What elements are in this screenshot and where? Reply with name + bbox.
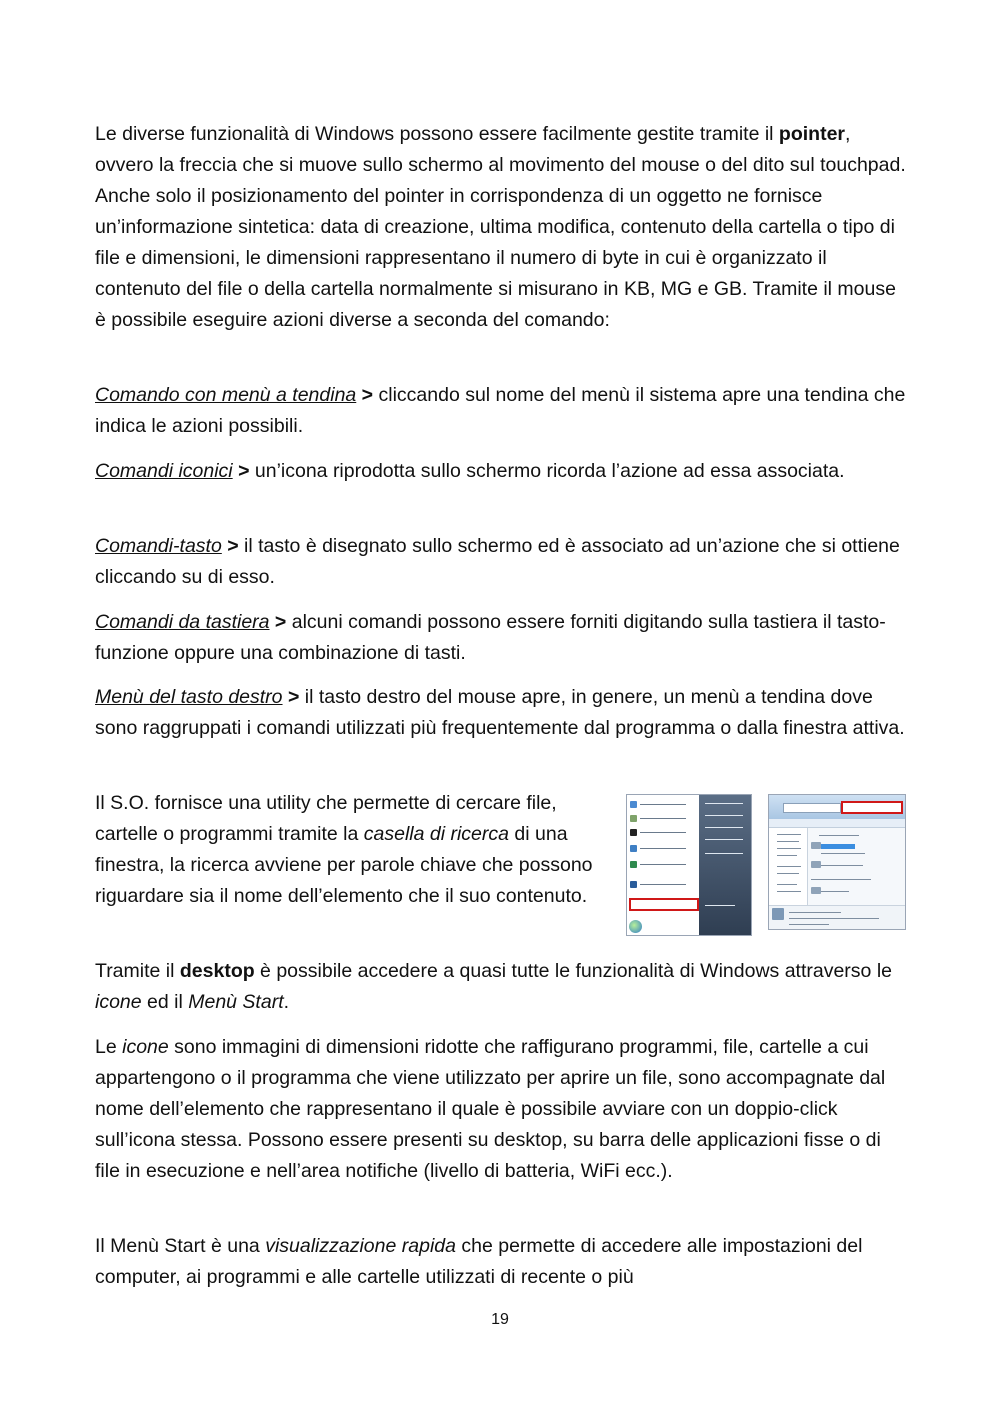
command-item xyxy=(95,380,907,442)
start-menu-right-pane xyxy=(699,795,751,935)
explorer-address-bar xyxy=(783,803,841,813)
command-term: Comandi iconici xyxy=(95,460,233,482)
desktop-term: desktop xyxy=(179,960,255,982)
command-arrow: > xyxy=(356,384,374,406)
search-text-2: di una finestra, la ricerca avviene per parole chiave che possono riguardare sia il nome dell’elemento che il suo contenuto. xyxy=(95,823,593,907)
start-orb-icon xyxy=(629,920,642,933)
search-box-term: casella di ricerca xyxy=(363,823,509,845)
command-arrow: > xyxy=(269,611,287,633)
page-number: 19 xyxy=(491,1311,509,1328)
start-menu-program-list xyxy=(627,795,699,935)
command-description: il tasto è disegnato sullo schermo ed è associato ad un’azione che si ottiene cliccando su di esso. xyxy=(95,535,900,588)
explorer-details-pane xyxy=(769,905,905,930)
start-menu-screenshot-icon xyxy=(626,794,752,936)
command-term: Comandi-tasto xyxy=(95,535,222,557)
computer-icon xyxy=(772,908,784,920)
desktop-text-2: è possibile accedere a quasi tutte le funzionalità di Windows attraverso le xyxy=(254,960,892,982)
command-description: il tasto destro del mouse apre, in genere, un menù a tendina dove sono raggruppati i comandi utilizzati più frequentemente dal programma o dalla finestra attiva. xyxy=(95,686,905,739)
pointer-term: pointer xyxy=(778,123,846,145)
desktop-paragraph xyxy=(95,956,907,1018)
command-term: Comando con menù a tendina xyxy=(95,384,357,406)
intro-text-2: , ovvero la freccia che si muove sullo schermo al movimento del mouse o del dito sul touchpad. Anche solo il posizionamento del pointer in corrispondenza di un oggetto ne fornisce un’informazione sintetica: data di creazione, ultima modifica, contenuto della cartella o tipo di file e dimensioni, le dimensioni rappresentano il numero di byte in cui è organizzato il contenuto del file o della cartella normalmente si misurano in KB, MG e GB. Tramite il mouse è possibile eseguire azioni diverse a seconda del comando: xyxy=(95,123,906,331)
command-item xyxy=(95,531,907,593)
command-item xyxy=(95,456,907,487)
command-description: alcuni comandi possono essere forniti digitando sulla tastiera il tasto-funzione oppure una combinazione di tasti. xyxy=(95,611,886,664)
start-text-1: Il Menù Start è una xyxy=(95,1235,266,1257)
start-menu-term: Menù Start xyxy=(188,991,284,1013)
command-term: Comandi da tastiera xyxy=(95,611,270,633)
intro-paragraph xyxy=(95,119,907,336)
command-description: un’icona riprodotta sullo schermo ricorda l’azione ad essa associata. xyxy=(249,460,845,482)
explorer-search-box-highlight xyxy=(841,801,903,814)
intro-text-1: Le diverse funzionalità di Windows possono essere facilmente gestite tramite il xyxy=(95,123,779,145)
command-item xyxy=(95,682,907,744)
icons-term: icone xyxy=(122,1036,169,1058)
icons-paragraph xyxy=(95,1032,907,1187)
explorer-window-screenshot-icon xyxy=(768,794,906,930)
start-menu-paragraph xyxy=(95,1231,907,1293)
command-term: Menù del tasto destro xyxy=(95,686,283,708)
search-text-1: Il S.O. fornisce una utility che permette di cercare file, cartelle o programmi tramite la xyxy=(95,792,557,845)
icons-term: icone xyxy=(95,991,142,1013)
command-description: cliccando sul nome del menù il sistema apre una tendina che indica le azioni possibili. xyxy=(95,384,906,437)
explorer-toolbar xyxy=(769,819,905,828)
quick-view-term: visualizzazione rapida xyxy=(265,1235,456,1257)
command-item xyxy=(95,607,907,669)
start-text-2: che permette di accedere alle impostazioni del computer, ai programmi e alle cartelle utilizzati di recente o più xyxy=(95,1235,863,1288)
command-arrow: > xyxy=(282,686,300,708)
desktop-text-4: . xyxy=(283,991,290,1013)
search-paragraph xyxy=(95,788,615,912)
icons-text-2: sono immagini di dimensioni ridotte che raffigurano programmi, file, cartelle a cui appartengono o il programma che viene utilizzato per aprire un file, sono accompagnate dal nome dell’elemento che rappresentano il quale è possibile avviare con un doppio-click sull’icona stessa. Possono essere presenti su desktop, su barra delle applicazioni fisse o di file in esecuzione e nell’area notifiche (livello di batteria, WiFi ecc.). xyxy=(95,1036,886,1182)
explorer-disk-usage-bar xyxy=(821,844,855,849)
icons-text-1: Le xyxy=(95,1036,123,1058)
desktop-text-3: ed il xyxy=(141,991,189,1013)
start-menu-search-box-highlight xyxy=(629,898,699,911)
desktop-text-1: Tramite il xyxy=(95,960,180,982)
command-arrow: > xyxy=(221,535,239,557)
command-arrow: > xyxy=(232,460,250,482)
